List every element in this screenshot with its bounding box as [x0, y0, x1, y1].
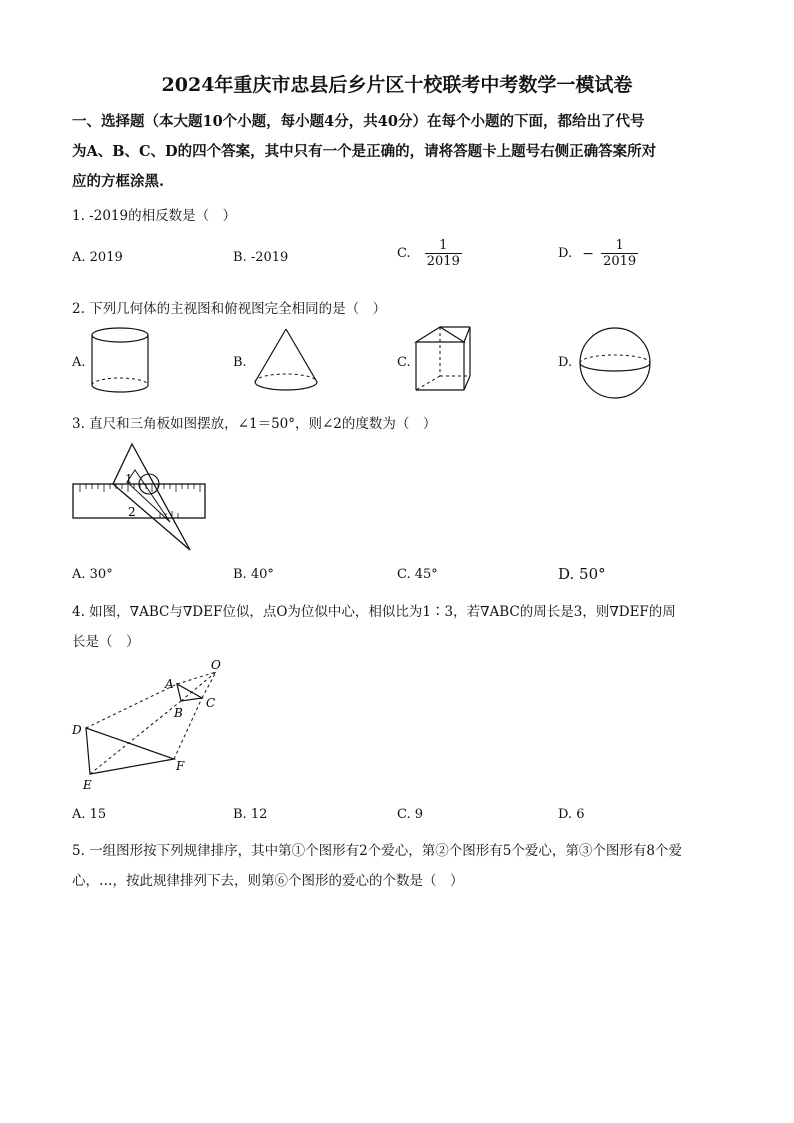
q4-option-d: D. 6 — [558, 807, 585, 822]
homothety-figure — [66, 655, 236, 795]
point-e-label: E — [83, 778, 92, 792]
q2-stem: 2. 下列几何体的主视图和俯视图完全相同的是（ ） — [72, 301, 387, 317]
point-o-label: O — [211, 658, 221, 672]
angle-1-label: 1 — [125, 472, 133, 486]
q3-option-d: D. 50° — [558, 565, 606, 583]
point-f-label: F — [176, 759, 185, 773]
q3-option-a: A. 30° — [72, 567, 113, 582]
section-intro-line-1: 一、选择题（本大题10个小题，每小题4分，共40分）在每个小题的下面，都给出了代号 — [72, 113, 645, 130]
cone-figure — [250, 326, 322, 396]
point-b-label: B — [174, 706, 183, 720]
q5-stem-line-1: 5. 一组图形按下列规律排序，其中第①个图形有2个爱心，第②个图形有5个爱心，第③个图形有8个爱 — [72, 843, 682, 859]
cylinder-figure — [88, 325, 156, 397]
q5-stem-line-2: 心，…，按此规律排列下去，则第⑥个图形的爱心的个数是（ ） — [72, 873, 464, 889]
q3-stem: 3. 直尺和三角板如图摆放，∠1＝50°，则∠2的度数为（ ） — [72, 416, 437, 432]
q4-option-c: C. 9 — [397, 807, 424, 822]
q1-option-c-fraction: $\frac{1}{2019}$ — [426, 238, 460, 269]
q1-stem: 1. -2019的相反数是（ ） — [72, 208, 237, 224]
point-d-label: D — [72, 723, 82, 737]
section-intro-line-3: 应的方框涂黑. — [72, 173, 165, 190]
q1-option-b: B. -2019 — [233, 250, 289, 265]
ruler-triangle-figure — [70, 440, 210, 555]
q1-option-a: A. 2019 — [72, 250, 123, 265]
q2-option-b: B. — [233, 355, 247, 370]
page-title: 2024年重庆市忠县后乡片区十校联考中考数学一模试卷 — [161, 74, 633, 96]
q4-stem-line-2: 长是（ ） — [72, 634, 140, 650]
q2-option-c: C. — [397, 355, 411, 370]
q3-option-b: B. 40° — [233, 567, 274, 582]
q1-option-d: D. − $\frac{1}{2019}$ — [558, 238, 637, 269]
q4-stem-line-1: 4. 如图，∇ABC与∇DEF位似，点O为位似中心，相似比为1∶3，若∇ABC的周长是3，则∇DEF的周 — [72, 604, 676, 620]
q4-option-a: A. 15 — [72, 807, 107, 822]
q4-option-b: B. 12 — [233, 807, 268, 822]
q2-option-a: A. — [72, 355, 86, 370]
q2-option-d: D. — [558, 355, 573, 370]
q3-option-c: C. 45° — [397, 567, 438, 582]
sphere-figure — [576, 325, 656, 401]
section-intro-line-2: 为A、B、C、D的四个答案，其中只有一个是正确的，请将答题卡上题号右侧正确答案所对 — [72, 143, 657, 160]
q1-option-c: C. $\frac{1}{2019}$ — [397, 238, 460, 269]
point-c-label: C — [206, 696, 216, 710]
angle-2-label: 2 — [128, 505, 136, 519]
triangular-prism-figure — [412, 324, 478, 398]
point-a-label: A — [165, 677, 174, 691]
q1-option-d-fraction: $\frac{1}{2019}$ — [603, 238, 637, 269]
